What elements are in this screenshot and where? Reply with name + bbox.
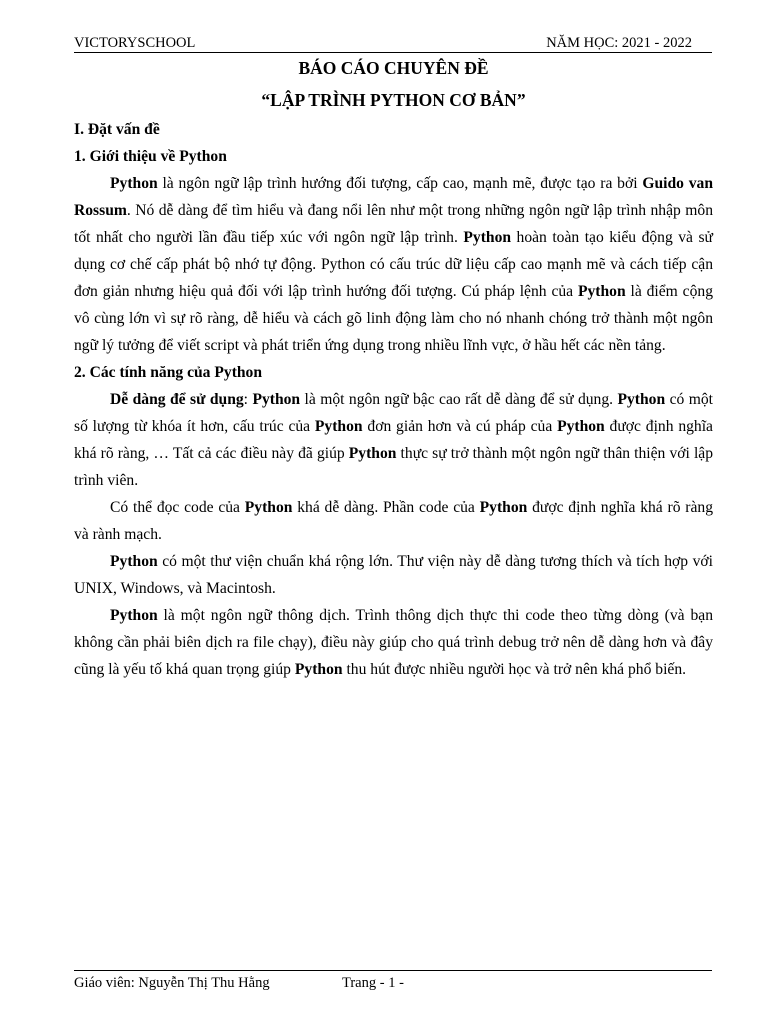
bold-text: Python <box>110 607 158 624</box>
section-heading: 2. Các tính năng của Python <box>74 364 263 381</box>
bold-text: Python <box>244 499 293 516</box>
text-run: được định nghĩa khá rõ ràng và rành mạch. <box>74 499 713 543</box>
report-title: BÁO CÁO CHUYÊN ĐỀ <box>298 58 489 78</box>
bold-text: Python <box>110 553 158 570</box>
paragraph <box>74 386 713 494</box>
bold-text: Python <box>463 229 512 246</box>
paragraph <box>74 170 713 359</box>
text-run: là một ngôn ngữ thông dịch. Trình thông dịch thực thi code theo từng dòng (và bạn không cần phải biên dịch ra file chạy), điều này giúp cho quá trình debug trở nên dễ dàng hơn và đây cũng là yếu tố khá quan trọng giúp <box>74 607 713 678</box>
text-run: có một số lượng từ khóa ít hơn, cấu trúc của <box>74 391 713 435</box>
text-run: có một thư viện chuẩn khá rộng lớn. Thư viện này dễ dàng tương thích và tích hợp với UNIX, Windows, và Macintosh. <box>74 553 713 597</box>
text-run: thực sự trở thành một ngôn ngữ thân thiện với lập trình viên. <box>74 445 713 489</box>
page-footer <box>74 970 712 991</box>
bold-text: Python <box>577 283 626 300</box>
school-name: VICTORYSCHOOL <box>74 35 196 51</box>
page-number: Trang - 1 - <box>342 975 404 991</box>
bold-text: Python <box>294 661 343 678</box>
bold-text: Python <box>110 175 158 192</box>
document-body <box>74 52 713 683</box>
text-run: là điểm cộng vô cùng lớn vì sự rõ ràng, dễ hiểu và cách gõ linh động làm cho nó nhanh chóng trở thành một ngôn ngữ lý tưởng để viết script và phát triển ứng dụng trong nhiều lĩnh vực, ở hầu hết các nền tảng. <box>74 283 713 354</box>
text-run: đơn giản hơn và cú pháp của <box>362 418 558 435</box>
text-run: . Nó dễ dàng để tìm hiểu và đang nổi lên như một trong những ngôn ngữ lập trình nhập môn tốt nhất cho người lần đầu tiếp xúc với ngôn ngữ lập trình. <box>74 202 713 246</box>
bold-text: Python <box>617 391 666 408</box>
text-run: được định nghĩa khá rõ ràng, … Tất cả các điều này đã giúp <box>74 418 713 462</box>
text-run: Có thể đọc code của <box>110 499 245 516</box>
text-run: là ngôn ngữ lập trình hướng đối tượng, cấp cao, mạnh mẽ, được tạo ra bởi <box>157 175 643 192</box>
section-heading: 1. Giới thiệu về Python <box>74 148 227 165</box>
bold-text: Guido van Rossum <box>74 175 713 219</box>
text-run: khá dễ dàng. Phần code của <box>292 499 480 516</box>
paragraph <box>74 548 713 602</box>
text-run: hoàn toàn tạo kiểu động và sử dụng cơ chế cấp phát bộ nhớ tự động. Python có cấu trúc dữ liệu cấp cao mạnh mẽ và cách tiếp cận đơn giản nhưng hiệu quả đối với lập trình hướng đối tượng. Cú pháp lệnh của <box>74 229 713 300</box>
bold-text: Python <box>557 418 605 435</box>
bold-text: Python <box>348 445 397 462</box>
bold-text: Dễ dàng để sử dụng <box>110 391 244 408</box>
bold-text: Python <box>252 391 301 408</box>
page-header <box>74 34 712 53</box>
teacher-name: Giáo viên: Nguyễn Thị Thu Hằng <box>74 975 270 991</box>
report-subtitle: “LẬP TRÌNH PYTHON CƠ BẢN” <box>261 90 526 110</box>
paragraph <box>74 494 713 548</box>
bold-text: Python <box>479 499 528 516</box>
text-run: : <box>243 391 253 408</box>
text-run: thu hút được nhiều người học và trở nên khá phổ biến. <box>342 661 687 678</box>
school-year: NĂM HỌC: 2021 - 2022 <box>546 35 692 51</box>
text-run: là một ngôn ngữ bậc cao rất dễ dàng để sử dụng. <box>300 391 618 408</box>
section-heading: I. Đặt vấn đề <box>74 121 160 138</box>
bold-text: Python <box>314 418 363 435</box>
paragraph <box>74 602 713 683</box>
